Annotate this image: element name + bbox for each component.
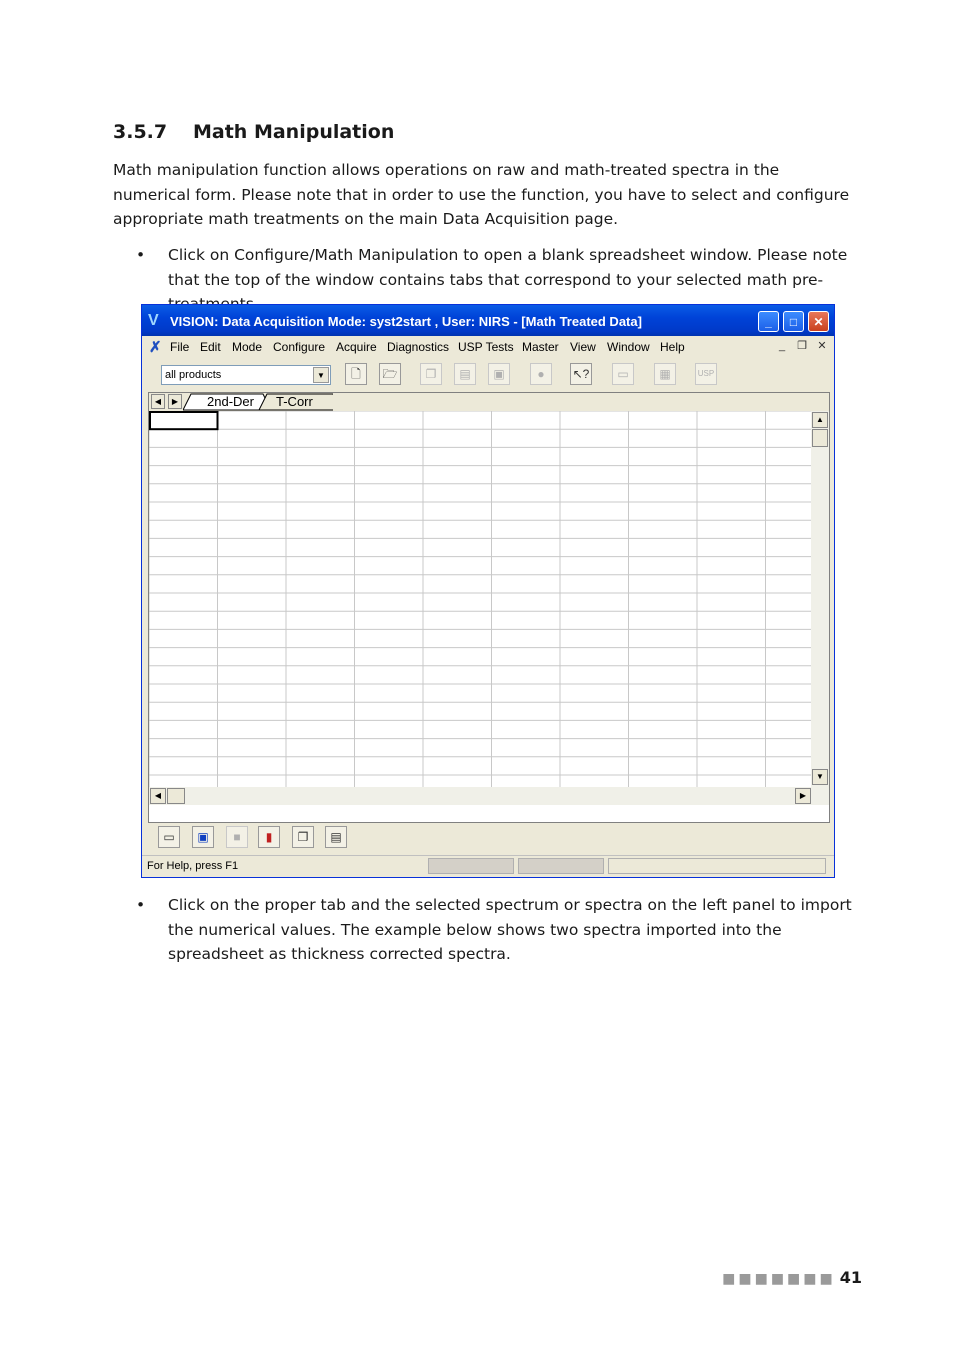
bottom-toolbar [146, 823, 830, 853]
context-help-icon[interactable]: ↖? [570, 363, 592, 385]
paste-icon[interactable]: ▤ [325, 826, 347, 848]
paste-icon[interactable]: ▤ [454, 363, 476, 385]
status-panel [518, 858, 604, 874]
selected-cell [150, 412, 218, 429]
mdi-minimize-icon[interactable]: _ [778, 340, 786, 352]
alert-icon[interactable]: ● [530, 363, 552, 385]
maximize-button[interactable]: □ [783, 311, 804, 332]
section-title: Math Manipulation [193, 121, 395, 143]
menu-usp-tests[interactable]: USP Tests [458, 340, 514, 354]
section-number: 3.5.7 [113, 121, 168, 143]
bullet-text: Click on the proper tab and the selected spectrum or spectra on the left panel to import the numerical values. The example below shows two spectra imported into the spreadsheet as thickness corrected spectra. [168, 896, 852, 963]
product-select-value: all products [165, 369, 222, 381]
app-menu-icon[interactable]: ✗ [149, 339, 162, 356]
tab-t-corr[interactable]: T-Corr [276, 394, 313, 409]
tab-next-icon[interactable]: ▶ [168, 394, 182, 409]
title-bar [142, 305, 834, 336]
page-number: 41 [839, 1268, 862, 1287]
status-bar [142, 855, 834, 878]
spreadsheet-grid[interactable] [149, 411, 811, 787]
menu-master[interactable]: Master [522, 340, 559, 354]
menu-mode[interactable]: Mode [232, 340, 263, 354]
menu-acquire[interactable]: Acquire [336, 340, 377, 354]
close-button[interactable]: ✕ [808, 311, 829, 332]
menu-bar [146, 336, 830, 358]
page-footer [722, 1268, 862, 1287]
bullet-dot: • [136, 896, 146, 914]
mdi-restore-icon[interactable]: ❐ [797, 340, 807, 352]
new-file-icon[interactable]: 🗋 [345, 363, 367, 385]
status-text: For Help, press F1 [147, 860, 239, 872]
footer-dots: ■■■■■■■ [722, 1271, 836, 1287]
toolbar [146, 360, 830, 392]
menu-view[interactable]: View [570, 340, 596, 354]
save-icon[interactable]: ▣ [192, 826, 214, 848]
bullet-dot: • [136, 246, 146, 264]
stop-icon[interactable]: ■ [226, 826, 248, 848]
menu-configure[interactable]: Configure [273, 340, 326, 354]
save-icon[interactable]: ▣ [488, 363, 510, 385]
horizontal-scrollbar[interactable] [149, 787, 829, 805]
copy-icon[interactable]: ❐ [292, 826, 314, 848]
menu-edit[interactable]: Edit [200, 340, 221, 354]
chevron-down-icon[interactable]: ▼ [313, 367, 329, 383]
scroll-down-icon[interactable]: ▼ [812, 769, 828, 785]
bullet-text: Click on Configure/Math Manipulation to open a blank spreadsheet window. Please note that the top of the window contains tabs that correspond to your selected math pre- [168, 246, 848, 289]
menu-file[interactable]: File [170, 340, 190, 354]
vertical-scrollbar[interactable] [811, 411, 829, 787]
delete-icon[interactable]: ▮ [258, 826, 280, 848]
scroll-right-icon[interactable]: ▶ [795, 788, 811, 804]
menu-window[interactable]: Window [607, 340, 650, 354]
vision-window-screenshot [141, 304, 835, 878]
intro-paragraph: Math manipulation function allows operations on raw and math-treated spectra in the numerical form. Please note that in order to use the function, you have to select and configure appropriate math treatments on the main Data Acquisition page. [113, 161, 850, 228]
window-title: VISION: Data Acquisition Mode: syst2start , User: NIRS - [Math Treated Data] [170, 314, 642, 329]
tab-2nd-der[interactable]: 2nd-Der [207, 394, 254, 409]
vertical-scroll-thumb[interactable] [812, 429, 828, 447]
vision-logo-icon: V [148, 312, 159, 329]
calculator-icon[interactable]: ▦ [654, 363, 676, 385]
copy-icon[interactable]: ❐ [420, 363, 442, 385]
product-select[interactable] [161, 365, 331, 385]
sheet-tab-strip [149, 393, 829, 411]
section-heading [113, 121, 394, 143]
spreadsheet-panel [148, 392, 830, 823]
scroll-up-icon[interactable]: ▲ [812, 412, 828, 428]
status-panel [608, 858, 826, 874]
menu-help[interactable]: Help [660, 340, 685, 354]
print-icon[interactable]: ▭ [158, 826, 180, 848]
usp-icon[interactable]: USP [695, 363, 717, 385]
minimize-button[interactable]: _ [758, 311, 779, 332]
menu-diagnostics[interactable]: Diagnostics [387, 340, 450, 354]
scroll-left-icon[interactable]: ◀ [150, 788, 166, 804]
print-icon[interactable]: ▭ [612, 363, 634, 385]
status-panel [428, 858, 514, 874]
tab-prev-icon[interactable]: ◀ [151, 394, 165, 409]
open-folder-icon[interactable]: 🗁 [379, 363, 401, 385]
horizontal-scroll-thumb[interactable] [167, 788, 185, 804]
mdi-close-icon[interactable]: ✕ [817, 340, 827, 352]
grid-lines [149, 411, 811, 787]
